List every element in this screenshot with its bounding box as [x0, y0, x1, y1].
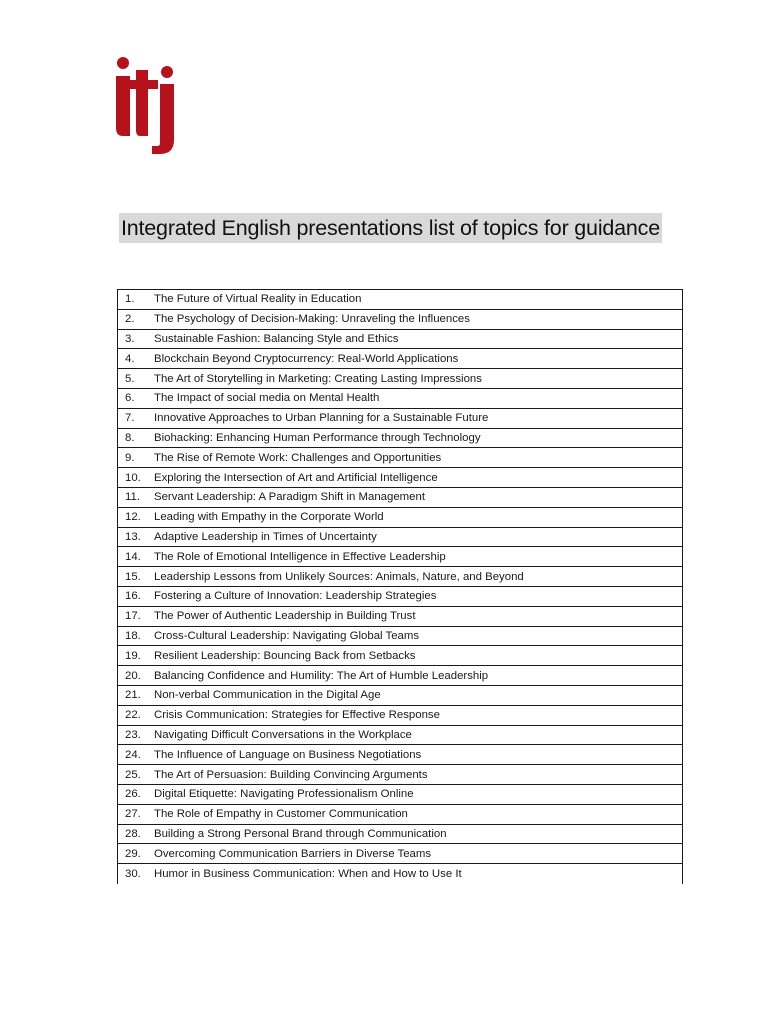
topic-text: Navigating Difficult Conversations in the Workplace: [154, 728, 412, 741]
topic-number: 19.: [125, 649, 141, 662]
table-row: [118, 706, 682, 726]
topic-number: 25.: [125, 768, 141, 781]
topic-text: Leadership Lessons from Unlikely Sources: Animals, Nature, and Beyond: [154, 570, 524, 583]
topic-number: 9.: [125, 451, 135, 464]
topic-number: 17.: [125, 610, 141, 623]
table-row: [118, 349, 682, 369]
topic-number: 10.: [125, 471, 141, 484]
table-row: [118, 488, 682, 508]
table-row: [118, 627, 682, 647]
table-row: [118, 864, 682, 884]
topic-number: 6.: [125, 392, 135, 405]
topic-number: 23.: [125, 728, 141, 741]
topic-number: 14.: [125, 550, 141, 563]
topic-text: Exploring the Intersection of Art and Artificial Intelligence: [154, 471, 438, 484]
topic-number: 27.: [125, 808, 141, 821]
table-row: [118, 330, 682, 350]
topic-text: Servant Leadership: A Paradigm Shift in Management: [154, 491, 426, 504]
topic-text: The Art of Storytelling in Marketing: Creating Lasting Impressions: [154, 372, 482, 385]
topic-text: The Rise of Remote Work: Challenges and Opportunities: [154, 451, 442, 464]
topic-number: 4.: [125, 352, 135, 365]
topic-number: 30.: [125, 868, 141, 880]
topic-text: The Future of Virtual Reality in Education: [154, 293, 362, 306]
topics-table: [117, 289, 683, 884]
table-row: [118, 508, 682, 528]
table-row: [118, 409, 682, 429]
table-row: [118, 805, 682, 825]
topic-number: 29.: [125, 847, 141, 860]
topic-number: 1.: [125, 293, 135, 306]
topic-number: 22.: [125, 709, 141, 722]
topic-number: 13.: [125, 530, 141, 543]
topic-number: 18.: [125, 629, 141, 642]
table-row: [118, 666, 682, 686]
topic-text: Biohacking: Enhancing Human Performance through Technology: [154, 431, 481, 444]
topic-text: The Role of Emotional Intelligence in Effective Leadership: [154, 550, 446, 563]
topic-text: The Power of Authentic Leadership in Building Trust: [154, 610, 416, 623]
topic-number: 20.: [125, 669, 141, 682]
topic-number: 21.: [125, 689, 141, 702]
table-row: [118, 547, 682, 567]
table-row: [118, 389, 682, 409]
table-row: [118, 726, 682, 746]
table-row: [118, 587, 682, 607]
topic-text: The Art of Persuasion: Building Convincing Arguments: [154, 768, 428, 781]
table-row: [118, 448, 682, 468]
topic-number: 24.: [125, 748, 141, 761]
topic-number: 28.: [125, 827, 141, 840]
topic-text: Building a Strong Personal Brand through Communication: [154, 827, 447, 840]
topic-number: 3.: [125, 332, 135, 345]
table-row: [118, 646, 682, 666]
topic-text: The Psychology of Decision-Making: Unraveling the Influences: [154, 313, 470, 326]
topic-text: Blockchain Beyond Cryptocurrency: Real-World Applications: [154, 352, 459, 365]
table-row: [118, 765, 682, 785]
topic-text: The Influence of Language on Business Negotiations: [154, 748, 422, 761]
table-row: [118, 429, 682, 449]
topic-number: 16.: [125, 590, 141, 603]
table-row: [118, 785, 682, 805]
topic-number: 26.: [125, 788, 141, 801]
table-row: [118, 310, 682, 330]
table-row: [118, 825, 682, 845]
topic-text: Crisis Communication: Strategies for Effective Response: [154, 709, 440, 722]
topic-number: 11.: [125, 491, 140, 504]
topic-text: The Impact of social media on Mental Health: [154, 392, 380, 405]
topic-number: 8.: [125, 431, 135, 444]
topic-text: Innovative Approaches to Urban Planning for a Sustainable Future: [154, 412, 489, 425]
topic-text: Leading with Empathy in the Corporate World: [154, 511, 384, 524]
topic-number: 5.: [125, 372, 135, 385]
topic-number: 15.: [125, 570, 141, 583]
table-row: [118, 844, 682, 864]
topic-text: Humor in Business Communication: When and How to Use It: [154, 868, 462, 880]
table-row: [118, 369, 682, 389]
topic-text: Resilient Leadership: Bouncing Back from Setbacks: [154, 649, 416, 662]
topic-text: Digital Etiquette: Navigating Professionalism Online: [154, 788, 414, 801]
topic-text: Fostering a Culture of Innovation: Leadership Strategies: [154, 590, 437, 603]
table-row: [118, 290, 682, 310]
iti-logo-icon: [112, 56, 178, 156]
topic-number: 2.: [125, 313, 135, 326]
table-row: [118, 567, 682, 587]
table-row: [118, 468, 682, 488]
page-title: Integrated English presentations list of topics for guidance: [119, 213, 662, 243]
topic-text: Balancing Confidence and Humility: The Art of Humble Leadership: [154, 669, 489, 682]
topic-text: The Role of Empathy in Customer Communication: [154, 808, 408, 821]
table-row: [118, 607, 682, 627]
topic-number: 12.: [125, 511, 141, 524]
table-row: [118, 686, 682, 706]
table-row: [118, 528, 682, 548]
topic-text: Cross-Cultural Leadership: Navigating Global Teams: [154, 629, 420, 642]
topic-text: Non-verbal Communication in the Digital Age: [154, 689, 381, 702]
topic-text: Adaptive Leadership in Times of Uncertainty: [154, 530, 377, 543]
topic-number: 7.: [125, 412, 135, 425]
topic-text: Overcoming Communication Barriers in Diverse Teams: [154, 847, 432, 860]
table-row: [118, 745, 682, 765]
topic-text: Sustainable Fashion: Balancing Style and Ethics: [154, 332, 399, 345]
